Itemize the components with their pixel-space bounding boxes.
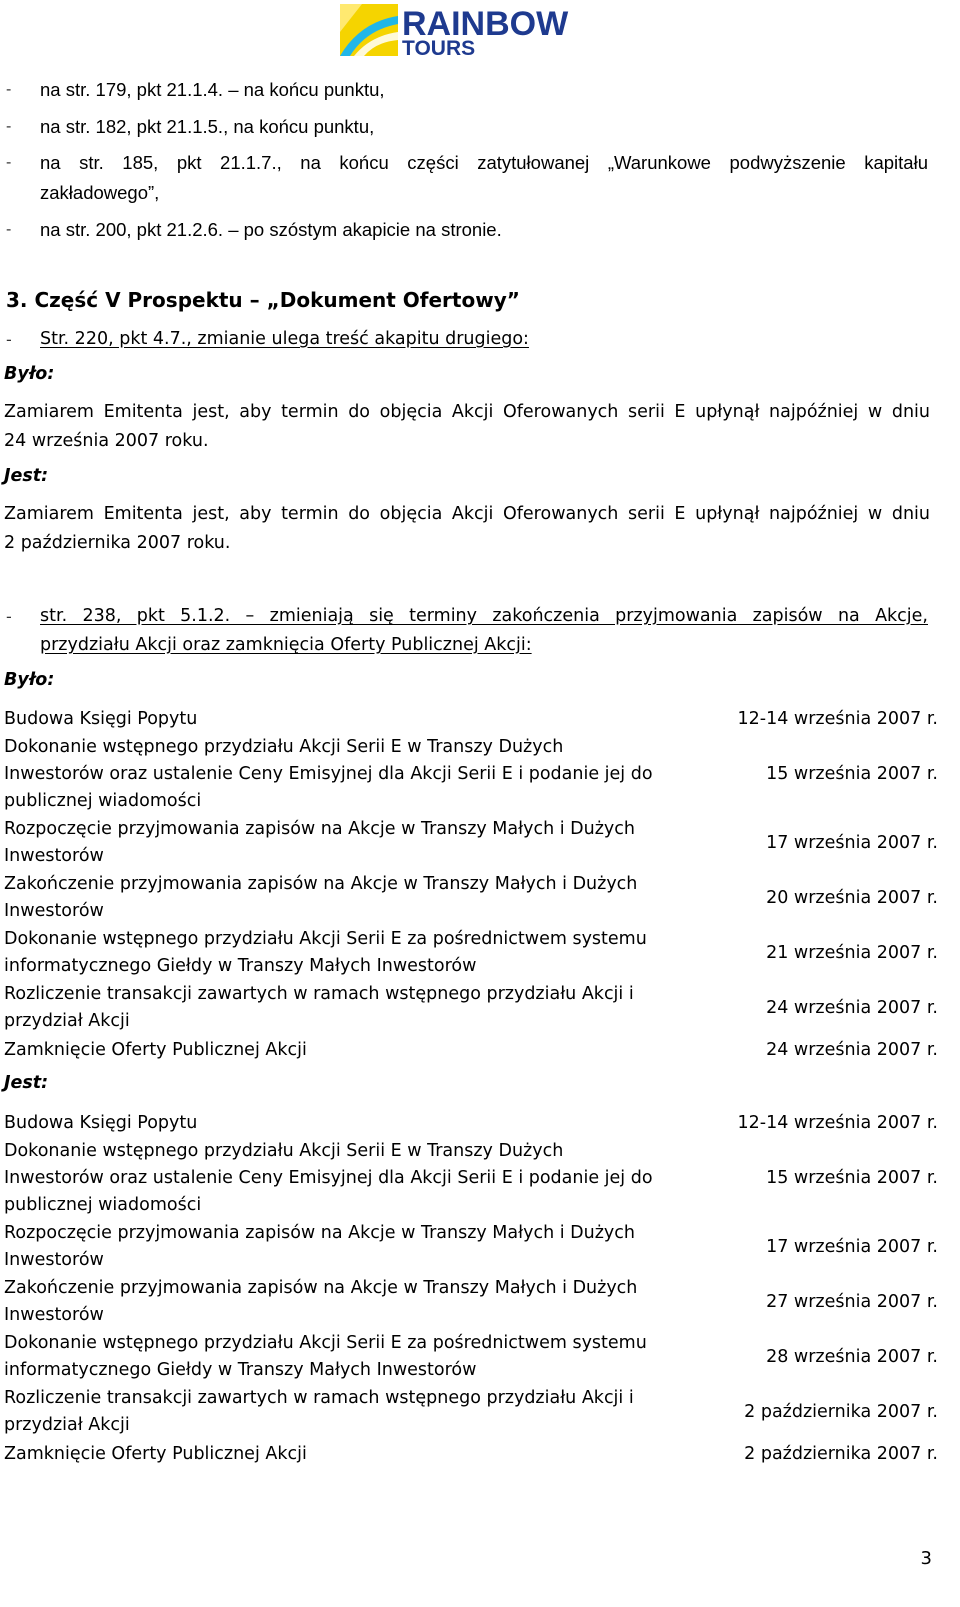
schedule-was-row: [4, 816, 635, 870]
schedule-activity: Rozliczenie transakcji zawartych w ramach wstępnego przydziału Akcji i: [4, 984, 634, 1004]
schedule-activity: Rozpoczęcie przyjmowania zapisów na Akcje w Transzy Małych i Dużych: [4, 819, 635, 839]
bullet-text: na str. 200, pkt 21.2.6. – po szóstym akapicie na stronie.: [40, 219, 502, 240]
dash-marker: -: [6, 221, 12, 238]
schedule-was-row: [4, 981, 634, 1035]
schedule-date: 17 września 2007 r.: [766, 1237, 938, 1257]
dash-item-text: str. 238, pkt 5.1.2. – zmieniają się terminy zakończenia przyjmowania zapisów na Akcje,: [40, 606, 928, 626]
schedule-date: 27 września 2007 r.: [766, 1292, 938, 1312]
schedule-activity: Dokonanie wstępnego przydziału Akcji Serii E za pośrednictwem systemu: [4, 929, 647, 949]
schedule-activity: publicznej wiadomości: [4, 1195, 202, 1215]
dash-item-text: Str. 220, pkt 4.7., zmianie ulega treść akapitu drugiego:: [40, 329, 529, 349]
schedule-activity: publicznej wiadomości: [4, 791, 202, 811]
schedule-was-row: [4, 706, 197, 733]
logo-text-rainbow: RAINBOW: [402, 5, 569, 43]
schedule-date: 24 września 2007 r.: [766, 1040, 938, 1060]
schedule-is-row: [4, 1138, 653, 1219]
schedule-date: 20 września 2007 r.: [766, 888, 938, 908]
dash-marker: -: [6, 154, 12, 171]
was-paragraph-line: Zamiarem Emitenta jest, aby termin do objęcia Akcji Oferowanych serii E upłynął najpóźniej w dniu: [4, 402, 930, 422]
schedule-was-row: [4, 734, 653, 815]
schedule-activity: Zamknięcie Oferty Publicznej Akcji: [4, 1444, 307, 1464]
schedule-was-row: [4, 926, 647, 980]
dash-marker: -: [6, 607, 12, 626]
schedule-activity: informatycznego Giełdy w Transzy Małych Inwestorów: [4, 956, 477, 976]
logo-graphic: [340, 2, 600, 58]
page-number: 3: [920, 1548, 932, 1569]
is-paragraph-line: 2 października 2007 roku.: [4, 533, 231, 553]
schedule-is-row: [4, 1275, 637, 1329]
bullet-text: na str. 185, pkt 21.1.7., na końcu części zatytułowanej „Warunkowe podwyższenie kapitału: [40, 152, 928, 173]
schedule-activity: Zamknięcie Oferty Publicznej Akcji: [4, 1040, 307, 1060]
is-paragraph-line: Zamiarem Emitenta jest, aby termin do objęcia Akcji Oferowanych serii E upłynął najpóźniej w dniu: [4, 504, 930, 524]
schedule-date: 28 września 2007 r.: [766, 1347, 938, 1367]
section-title: 3. Część V Prospektu – „Dokument Ofertowy”: [6, 288, 520, 312]
dash-marker: -: [6, 81, 12, 98]
schedule-activity: Inwestorów: [4, 1250, 104, 1270]
bullet-text: na str. 182, pkt 21.1.5., na końcu punktu,: [40, 116, 375, 137]
schedule-activity: Zakończenie przyjmowania zapisów na Akcje w Transzy Małych i Dużych: [4, 1278, 638, 1298]
logo-text-tours: TOURS: [402, 37, 476, 58]
bullet-text: na str. 179, pkt 21.1.4. – na końcu punktu,: [40, 79, 385, 100]
schedule-activity: Rozliczenie transakcji zawartych w ramach wstępnego przydziału Akcji i: [4, 1388, 634, 1408]
schedule-date: 12-14 września 2007 r.: [737, 1113, 938, 1133]
schedule-activity: Dokonanie wstępnego przydziału Akcji Serii E za pośrednictwem systemu: [4, 1333, 647, 1353]
schedule-is-label: Jest:: [4, 1073, 49, 1093]
schedule-activity: Budowa Księgi Popytu: [4, 709, 198, 729]
schedule-activity: Dokonanie wstępnego przydziału Akcji Serii E w Transzy Dużych: [4, 1141, 564, 1161]
dash-marker: -: [6, 118, 12, 135]
schedule-date: 12-14 września 2007 r.: [737, 709, 938, 729]
was-label: Było:: [4, 364, 55, 384]
schedule-date: 15 września 2007 r.: [766, 764, 938, 784]
schedule-activity: Budowa Księgi Popytu: [4, 1113, 198, 1133]
schedule-activity: przydział Akcji: [4, 1415, 130, 1435]
schedule-activity: Inwestorów: [4, 901, 104, 921]
schedule-activity: Rozpoczęcie przyjmowania zapisów na Akcje w Transzy Małych i Dużych: [4, 1223, 635, 1243]
dash-marker: -: [6, 330, 12, 349]
schedule-is-row: [4, 1330, 647, 1384]
was-paragraph-line: 24 września 2007 roku.: [4, 431, 209, 451]
schedule-date: 17 września 2007 r.: [766, 833, 938, 853]
schedule-activity: Inwestorów: [4, 846, 104, 866]
schedule-date: 24 września 2007 r.: [766, 998, 938, 1018]
is-label: Jest:: [4, 466, 49, 486]
schedule-is-row: [4, 1385, 634, 1439]
schedule-date: 21 września 2007 r.: [766, 943, 938, 963]
schedule-was-row: [4, 1037, 307, 1064]
schedule-date: 2 października 2007 r.: [744, 1402, 938, 1422]
bullet-continuation: zakładowego”,: [40, 182, 160, 203]
schedule-was-label: Było:: [4, 670, 55, 690]
schedule-date: 15 września 2007 r.: [766, 1168, 938, 1188]
schedule-activity: Dokonanie wstępnego przydziału Akcji Serii E w Transzy Dużych: [4, 737, 564, 757]
schedule-date: 2 października 2007 r.: [744, 1444, 938, 1464]
schedule-is-row: [4, 1441, 307, 1468]
schedule-was-row: [4, 871, 637, 925]
schedule-activity: Inwestorów oraz ustalenie Ceny Emisyjnej dla Akcji Serii E i podanie jej do: [4, 1168, 653, 1188]
schedule-activity: przydział Akcji: [4, 1011, 130, 1031]
schedule-activity: informatycznego Giełdy w Transzy Małych Inwestorów: [4, 1360, 477, 1380]
schedule-activity: Zakończenie przyjmowania zapisów na Akcje w Transzy Małych i Dużych: [4, 874, 638, 894]
schedule-activity: Inwestorów oraz ustalenie Ceny Emisyjnej dla Akcji Serii E i podanie jej do: [4, 764, 653, 784]
schedule-activity: Inwestorów: [4, 1305, 104, 1325]
dash-item-continuation: przydziału Akcji oraz zamknięcia Oferty Publicznej Akcji:: [40, 635, 532, 655]
rainbow-tours-logo: [340, 2, 600, 58]
schedule-is-row: [4, 1220, 635, 1274]
schedule-is-row: [4, 1110, 197, 1137]
